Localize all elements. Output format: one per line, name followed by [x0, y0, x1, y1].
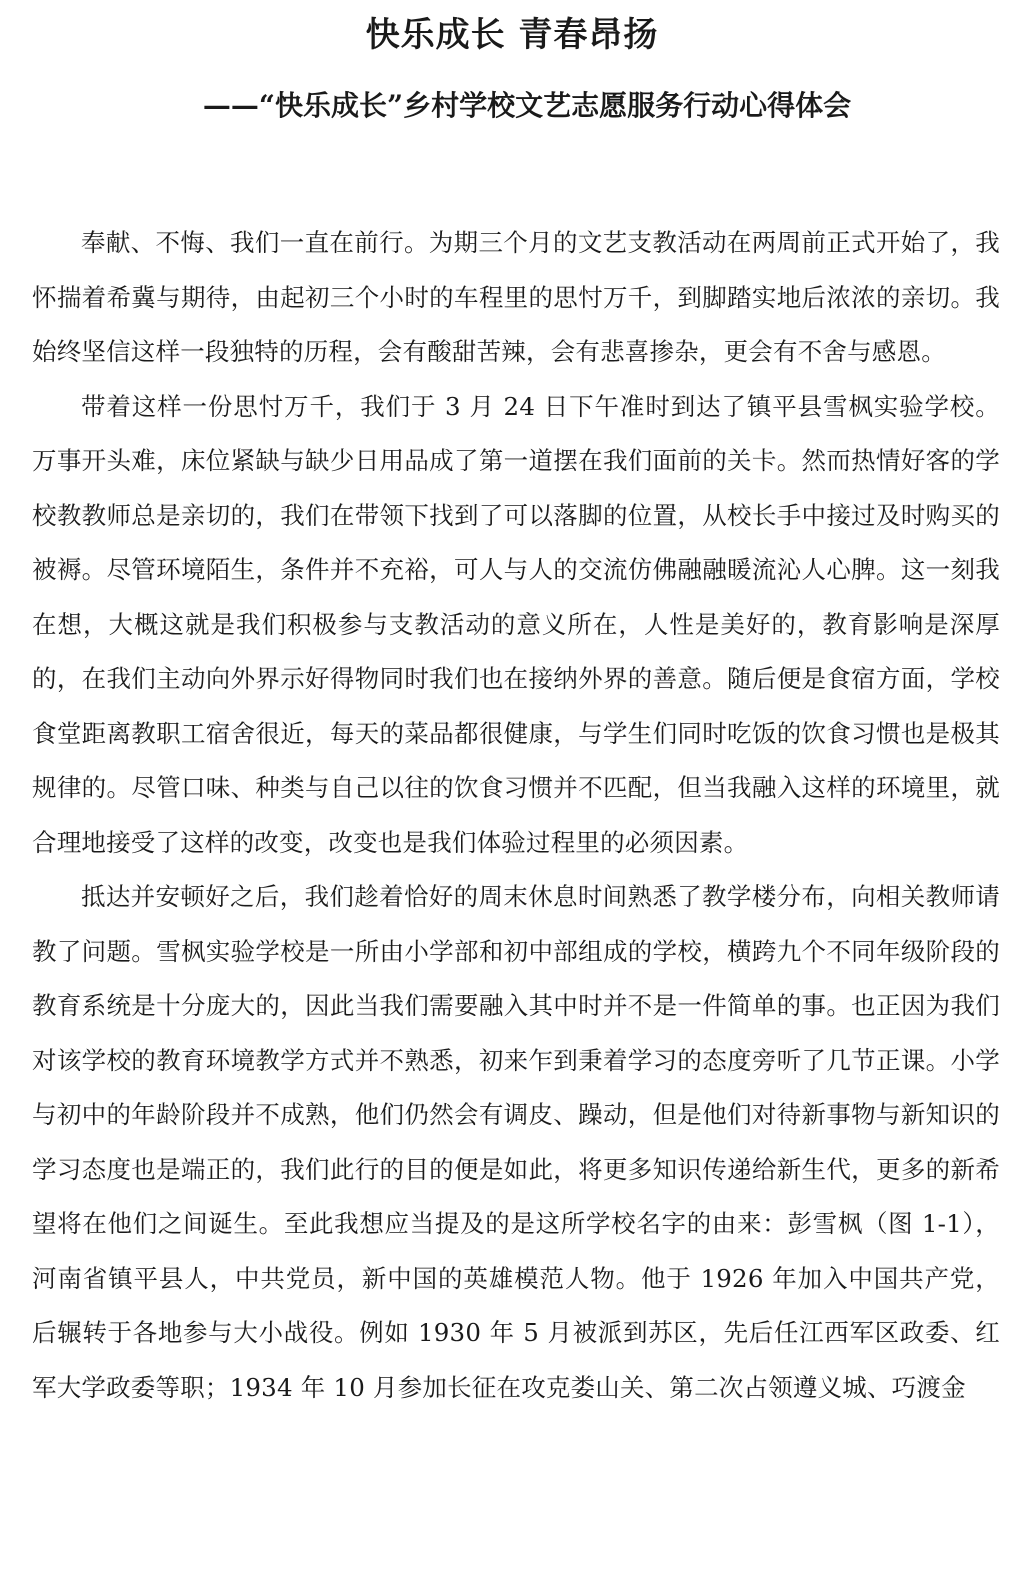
- document-subtitle: ——“快乐成长”乡村学校文艺志愿服务行动心得体会: [202, 89, 852, 122]
- paragraph-2: 带着这样一份思忖万千，我们于 3 月 24 日下午准时到达了镇平县雪枫实验学校。万事开头难，床位紧缺与缺少日用品成了第一道摆在我们面前的关卡。然而热情好客的学校教教师总是亲切的，我们在带领下找到了可以落脚的位置，从校长手中接过及时购买的被褥。尽管环境陌生，条件并不充裕，可人与人的交流仿佛融融暖流沁人心脾。这一刻我在想，大概这就是我们积极参与支教活动的意义所在，人性是美好的，教育影响是深厚的，在我们主动向外界示好得物同时我们也在接纳外界的善意。随后便是食宿方面，学校食堂距离教职工宿舍很近，每天的菜品都很健康，与学生们同时吃饭的饮食习惯也是极其规律的。尽管口味、种类与自己以往的饮食习惯并不匹配，但当我融入这样的环境里，就合理地接受了这样的改变，改变也是我们体验过程里的必须因素。: [32, 391, 1000, 857]
- document-title: 快乐成长 青春昂扬: [365, 15, 659, 55]
- paragraph-3: 抵达并安顿好之后，我们趁着恰好的周末休息时间熟悉了教学楼分布，向相关教师请教了问题。雪枫实验学校是一所由小学部和初中部组成的学校，横跨九个不同年级阶段的教育系统是十分庞大的，因此当我们需要融入其中时并不是一件简单的事。也正因为我们对该学校的教育环境教学方式并不熟悉，初来乍到秉着学习的态度旁听了几节正课。小学与初中的年龄阶段并不成熟，他们仍然会有调皮、躁动，但是他们对待新事物与新知识的学习态度也是端正的，我们此行的目的便是如此，将更多知识传递给新生代，更多的新希望将在他们之间诞生。至此我想应当提及的是这所学校名字的由来：彭雪枫（图 1-1），河南省镇平县人，中共党员，新中国的英雄模范人物。他于 1926 年加入中国共产党，后辗转于各地参与大小战役。例如 1930 年 5 月被派到苏区，先后任江西军区政委、红军大学政委等职；1934 年 10 月参加长征在攻克娄山关、第二次占领遵义城、巧渡金: [32, 882, 1000, 1402]
- paragraph-1: 奉献、不悔、我们一直在前行。为期三个月的文艺支教活动在两周前正式开始了，我怀揣着希冀与期待，由起初三个小时的车程里的思忖万千，到脚踏实地后浓浓的亲切。我始终坚信这样一段独特的历程，会有酸甜苦辣，会有悲喜掺杂，更会有不舍与感恩。: [32, 228, 1000, 366]
- document-body: [32, 216, 1000, 1415]
